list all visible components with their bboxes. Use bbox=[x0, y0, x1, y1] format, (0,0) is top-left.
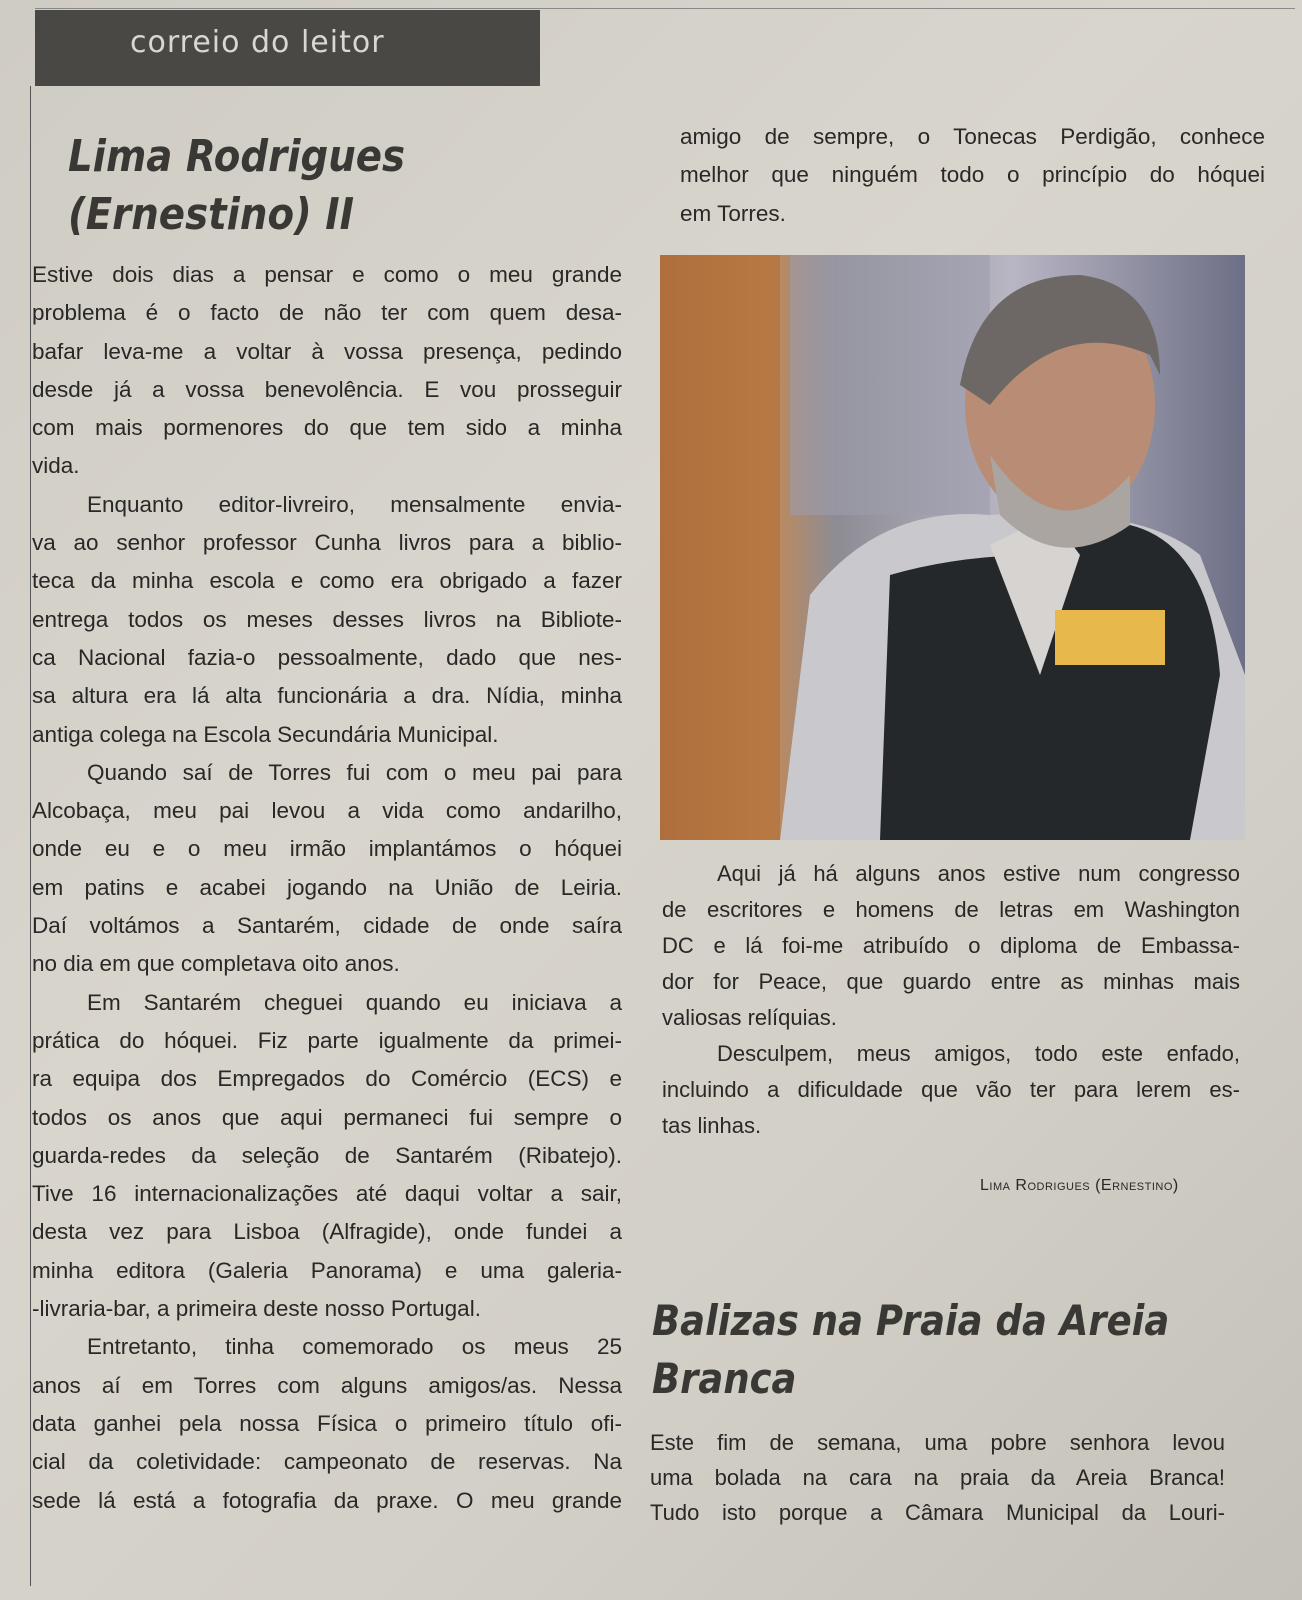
page-rule bbox=[35, 8, 1295, 9]
text-line: Alcobaça, meu pai levou a vida como andarilho, bbox=[32, 798, 622, 824]
text-line: anos aí em Torres com alguns amigos/as. Nessa bbox=[32, 1372, 622, 1398]
text-line: guarda-redes da seleção de Santarém (Ribatejo). bbox=[32, 1142, 622, 1168]
text-line: teca da minha escola e como era obrigado a fazer bbox=[32, 568, 622, 594]
text-line: uma bolada na cara na praia da Areia Branca! bbox=[650, 1465, 1225, 1490]
section-header: correio do leitor bbox=[35, 10, 540, 86]
text-line: no dia em que completava oito anos. bbox=[32, 951, 400, 977]
text-line: incluindo a dificuldade que vão ter para lerem es- bbox=[662, 1077, 1240, 1102]
article-body-bottom bbox=[650, 1425, 1225, 1530]
author-signature: Lima Rodrigues (Ernestino) bbox=[980, 1177, 1179, 1194]
text-line: em Torres. bbox=[680, 200, 786, 226]
text-line: todos os anos que aqui permaneci fui sempre o bbox=[32, 1104, 622, 1130]
photo-caption-and-body bbox=[662, 856, 1240, 1144]
text-line: dor for Peace, que guardo entre as minhas mais bbox=[662, 969, 1240, 994]
text-line: prática do hóquei. Fiz parte igualmente da primei- bbox=[32, 1027, 622, 1053]
text-line: problema é o facto de não ter com quem desa- bbox=[32, 300, 622, 326]
text-line: Este fim de semana, uma pobre senhora levou bbox=[650, 1430, 1225, 1455]
article-body-right bbox=[680, 118, 1265, 233]
text-line: sa altura era lá alta funcionária a dra. Nídia, minha bbox=[32, 683, 622, 709]
text-line: -livraria-bar, a primeira deste nosso Portugal. bbox=[32, 1296, 481, 1322]
headline-line: Lima Rodrigues bbox=[68, 131, 406, 182]
text-line: sede lá está a fotografia da praxe. O meu grande bbox=[32, 1487, 622, 1513]
text-line: vida. bbox=[32, 453, 80, 479]
text-line: Tudo isto porque a Câmara Municipal da Louri- bbox=[650, 1500, 1225, 1525]
article-body-left bbox=[32, 256, 622, 1520]
text-line: com mais pormenores do que tem sido a minha bbox=[32, 415, 622, 441]
headline-line: Balizas na Praia da Areia bbox=[652, 1296, 1170, 1345]
text-line: desde já a vossa benevolência. E vou prosseguir bbox=[32, 376, 622, 402]
text-line: de escritores e homens de letras em Washington bbox=[662, 897, 1240, 922]
text-line: Desculpem, meus amigos, todo este enfado, bbox=[717, 1041, 1240, 1066]
text-line: melhor que ninguém todo o princípio do hóquei bbox=[680, 162, 1265, 188]
photo-man-illustration bbox=[660, 255, 1245, 840]
text-line: Enquanto editor-livreiro, mensalmente envia- bbox=[87, 491, 622, 517]
text-line: Daí voltámos a Santarém, cidade de onde saíra bbox=[32, 913, 622, 939]
text-line: va ao senhor professor Cunha livros para a biblio- bbox=[32, 530, 622, 556]
text-line: bafar leva-me a voltar à vossa presença, pedindo bbox=[32, 338, 622, 364]
text-line: minha editora (Galeria Panorama) e uma galeria- bbox=[32, 1257, 622, 1283]
text-line: Entretanto, tinha comemorado os meus 25 bbox=[87, 1334, 622, 1360]
text-line: onde eu e o meu irmão implantámos o hóquei bbox=[32, 836, 622, 862]
text-line: entrega todos os meses desses livros na Bibliote- bbox=[32, 606, 622, 632]
article-headline bbox=[652, 1292, 1169, 1408]
text-line: tas linhas. bbox=[662, 1113, 762, 1138]
text-line: Estive dois dias a pensar e como o meu grande bbox=[32, 262, 622, 287]
text-line: ca Nacional fazia-o pessoalmente, dado que nes- bbox=[32, 644, 622, 670]
text-line: data ganhei pela nossa Física o primeiro título ofi- bbox=[32, 1410, 622, 1436]
text-line: Em Santarém cheguei quando eu iniciava a bbox=[87, 989, 622, 1015]
article-headline bbox=[68, 128, 405, 244]
text-line: cial da coletividade: campeonato de reservas. Na bbox=[32, 1449, 622, 1475]
text-line: Quando saí de Torres fui com o meu pai para bbox=[87, 759, 622, 785]
text-line: valiosas relíquias. bbox=[662, 1005, 837, 1030]
text-line: desta vez para Lisboa (Alfragide), onde fundei a bbox=[32, 1219, 622, 1245]
text-line: ra equipa dos Empregados do Comércio (ECS) e bbox=[32, 1066, 622, 1092]
headline-line: Branca bbox=[652, 1354, 797, 1403]
text-line: em patins e acabei jogando na União de Leiria. bbox=[32, 874, 622, 900]
text-line: antiga colega na Escola Secundária Municipal. bbox=[32, 721, 499, 747]
text-line: Aqui já há alguns anos estive num congresso bbox=[717, 861, 1240, 886]
text-line: DC e lá foi-me atribuído o diploma de Embassa- bbox=[662, 933, 1240, 958]
article-photo bbox=[660, 255, 1245, 840]
text-line: amigo de sempre, o Tonecas Perdigão, conhece bbox=[680, 124, 1265, 149]
headline-line: (Ernestino) II bbox=[68, 189, 355, 240]
column-rule bbox=[30, 86, 31, 1586]
text-line: Tive 16 internacionalizações até daqui voltar a sair, bbox=[32, 1181, 622, 1207]
